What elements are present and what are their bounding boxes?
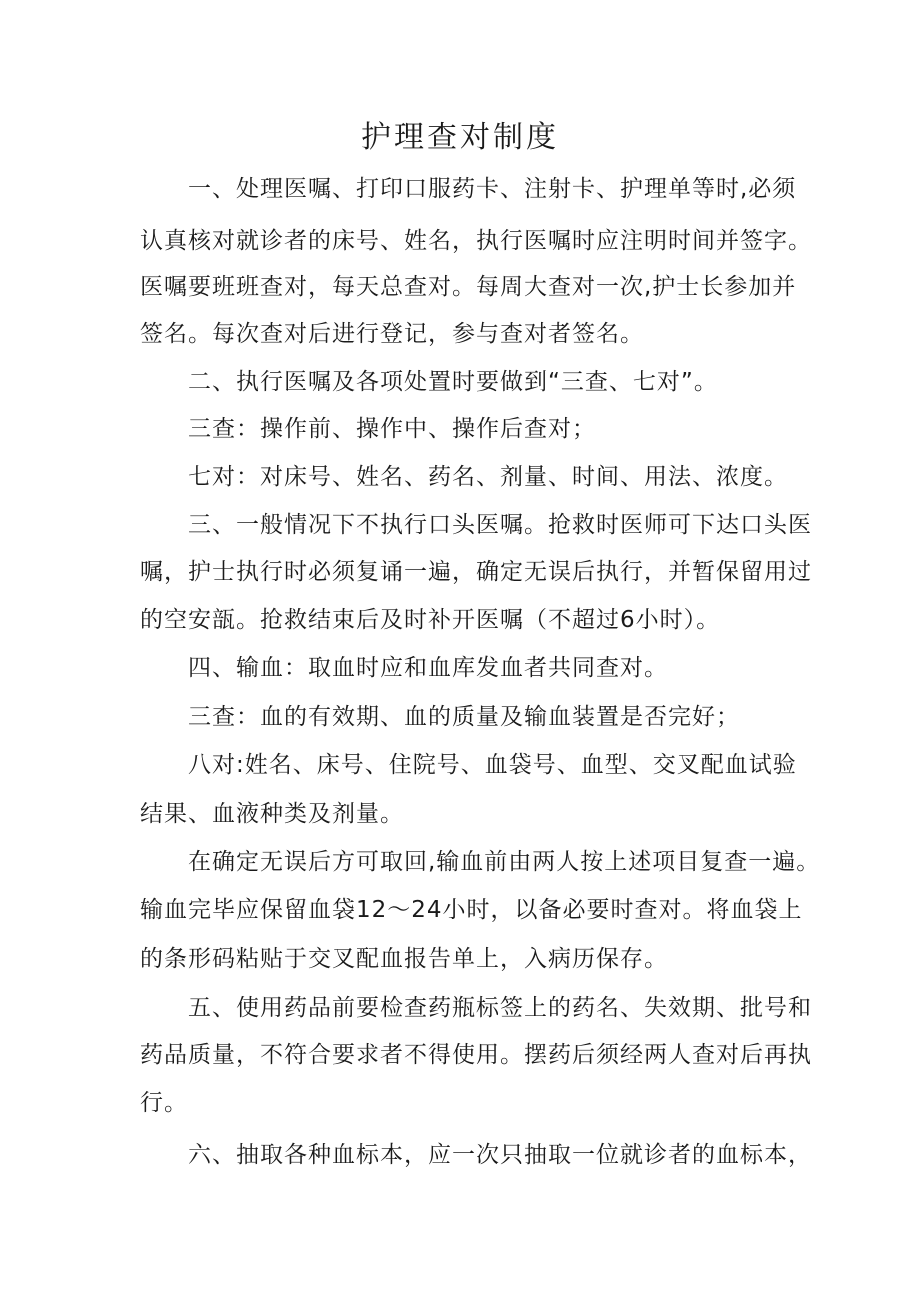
text-line: 八对:姓名、床号、住院号、血袋号、血型、交叉配血试验 (188, 752, 797, 778)
text-line: 嘱，护士执行时必须复诵一遍，确定无误后执行，并暂保留用过 (140, 559, 812, 585)
text-line: 六、抽取各种血标本，应一次只抽取一位就诊者的血标本， (188, 1142, 812, 1168)
text-line: 的空安瓿。抢救结束后及时补开医嘱（不超过6小时）。 (140, 607, 721, 633)
text-line: 输血完毕应保留血袋12〜24小时，以备必要时查对。将血袋上 (140, 897, 803, 923)
text-line: 一、处理医嘱、打印口服药卡、注射卡、护理单等时,必须 (188, 176, 797, 202)
text-line: 签名。每次查对后进行登记，参与查对者签名。 (140, 321, 644, 347)
text-line: 结果、血液种类及剂量。 (140, 801, 404, 827)
text-line: 药品质量，不符合要求者不得使用。摆药后须经两人查对后再执 (140, 1042, 812, 1068)
document-title: 护理查对制度 (361, 120, 559, 155)
text-line: 三查：血的有效期、血的质量及输血装置是否完好； (188, 704, 740, 730)
text-line: 医嘱要班班查对，每天总查对。每周大查对一次,护士长参加并 (140, 274, 797, 300)
text-line: 三、一般情况下不执行口头医嘱。抢救时医师可下达口头医 (188, 512, 812, 538)
text-line: 行。 (140, 1090, 188, 1116)
text-line: 五、使用药品前要检查药瓶标签上的药名、失效期、批号和 (188, 995, 812, 1021)
text-line: 四、输血：取血时应和血库发血者共同查对。 (188, 655, 668, 681)
text-line: 在确定无误后方可取回,输血前由两人按上述项目复查一遍。 (188, 849, 821, 875)
text-line: 七对：对床号、姓名、药名、剂量、时间、用法、浓度。 (188, 464, 788, 490)
text-line: 的条形码粘贴于交叉配血报告单上，入病历保存。 (140, 946, 668, 972)
text-line: 三查：操作前、操作中、操作后查对； (188, 416, 596, 442)
text-line: 认真核对就诊者的床号、姓名，执行医嘱时应注明时间并签字。 (140, 228, 812, 254)
text-line: 二、执行医嘱及各项处置时要做到“三查、七对”。 (188, 369, 718, 395)
